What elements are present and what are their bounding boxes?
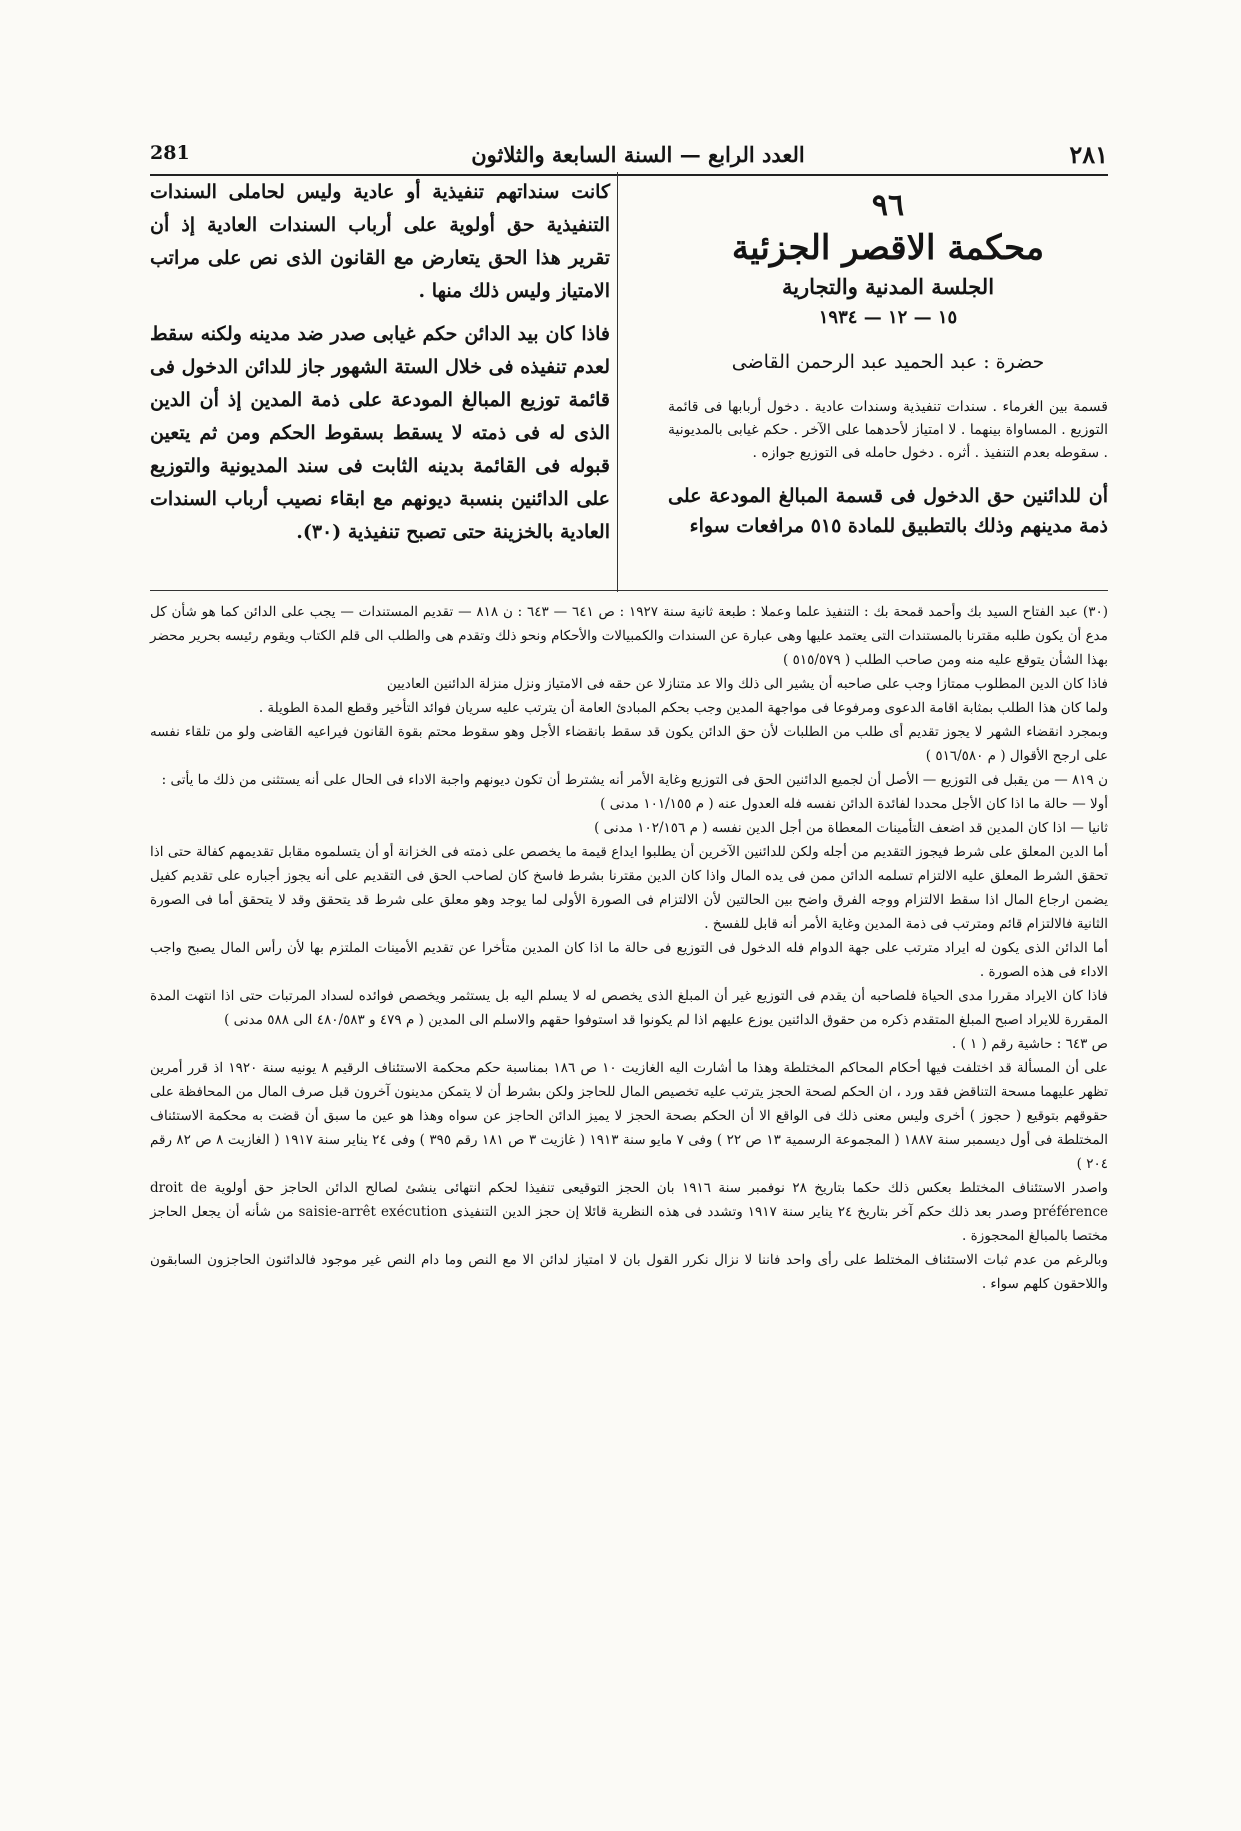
page-number-latin: 281 bbox=[150, 142, 190, 164]
footnote-paragraph: على أن المسألة قد اختلفت فيها أحكام المحاكم المختلطة وهذا ما أشارت اليه الغازيت ١٠ ص ١٨٦ بمناسبة حكم محكمة الاستئناف الرقيم ٨ يونيه سنة ١٩٢٠ اذ قرر أمرين تظهر عليهما مسحة التناقض فقد ورد ، ان الحكم لصحة الحجز يترتب عليه تخصيص المال للحاجز ولكن بشرط أن لا يتمكن مدينون آخرون قبل صرف المال من المحافظة على حقوقهم بتوقيع ( حجوز ) أخرى وليس معنى ذلك فى الواقع الا أن الحكم بصحة الحجز لا يميز الدائن الحاجز عن سواه وهذا هو عين ما سبق أن قضت به محكمة الاستئناف المختلطة فى أول ديسمبر سنة ١٨٨٧ ( المجموعة الرسمية ١٣ ص ٢٢ ) وفى ٧ مايو سنة ١٩١٣ ( غازيت ٣ ص ١٨١ رقم ٣٩٥ ) وفى ٢٤ يناير سنة ١٩١٧ ( الغازيت ٨ ص ٨٢ رقم ٢٠٤ ) bbox=[150, 1060, 1109, 1172]
footnote-paragraph: (٣٠) عبد الفتاح السيد بك وأحمد قمحة بك : التنفيذ علما وعملا : طبعة ثانية سنة ١٩٢٧ : ص ٦٤١ — ٦٤٣ : ن ٨١٨ — تقديم المستندات — يجب على الدائن كما هو شأن كل مدع أن يكون طلبه مقترنا بالمستندات التى يعتمد عليها وهى عبارة عن السندات والكمبيالات والأحكام ونحو ذلك وتقدم هى والطلب الى قلم الكتاب ويقوم رئيسه بحرير محضر بهذا الشأن يتوقع عليه منه ومن صاحب الطلب ( ٥١٥/٥٧٩ ) bbox=[150, 604, 1108, 668]
journal-page bbox=[150, 118, 1108, 1758]
footnote-paragraph: ص ٦٤٣ : حاشية رقم ( ١ ) . bbox=[951, 1036, 1108, 1052]
footnote-paragraph: واصدر الاستئناف المختلط بعكس ذلك حكما بتاريخ ٢٨ نوفمبر سنة ١٩١٦ بان الحجز التوقيعى تنفيذا لحكم انتهائى ينشئ لصالح الدائن الحاجز حق أولوية droit de préférence وصدر بعد ذلك حكم آخر بتاريخ ٢٤ يناير سنة ١٩١٧ وتشدد فى هذه النظرية قائلا إن حجز الدين التنفيذى saisie-arrêt exécution من شأنه أن يجعل الحاجز مختصا بالمبالغ المحجوزة . bbox=[150, 1180, 1108, 1244]
body-paragraph: كانت سنداتهم تنفيذية أو عادية وليس لحاملى السندات التنفيذية حق أولوية على أرباب السندات العادية إذ أن تقرير هذا الحق يتعارض مع القانون الذى نص على مراتب الامتياز وليس ذلك منها . bbox=[150, 181, 610, 302]
footnote-paragraph: ثانيا — اذا كان المدين قد اضعف التأمينات المعطاة من أجل الدين نفسه ( م ١٠٢/١٥٦ مدنى ) bbox=[594, 820, 1108, 836]
footnote-paragraph: ولما كان هذا الطلب بمثابة اقامة الدعوى ومرفوعا فى مواجهة المدين وجب بحكم المبادئ العامة أن يترتب عليه سريان فوائد التأخير وقطع المدة الطويلة . bbox=[258, 700, 1108, 716]
footnote-paragraph: أولا — حالة ما اذا كان الأجل محددا لفائدة الدائن نفسه فله العدول عنه ( م ١٠١/١٥٥ مدنى ) bbox=[600, 796, 1108, 812]
running-title: العدد الرابع — السنة السابعة والثلاثون bbox=[471, 142, 805, 167]
footnote-paragraph: وبمجرد انقضاء الشهر لا يجوز تقديم أى طلب من الطلبات لأن حق الدائن يكون قد سقط بانقضاء الأجل وهو سقوط محتم بقوة القانون فيراعيه القاضى ولو من تلقاء نفسه على ارجح الأقوال ( م ٥١٦/٥٨٠ ) bbox=[150, 724, 1108, 764]
footnote-paragraph: أما الدين المعلق على شرط فيجوز التقديم من أجله ولكن للدائنين الآخرين أن يطلبوا ايداع قيمة ما يخصص على ذمته فى الخزانة أو أن يتسلموه مقابل تقديمهم كفالة حتى اذا تحقق الشرط المعلق عليه الالتزام تسلمه الدائن ممن فى يده المال واذا كان الدين مقترنا بشرط فاسخ كان لصاحب الحق فى التقديم على أنه يجوز أجباره على تقديم كفيل يضمن ارجاع المال اذا سقط الالتزام ووجه الفرق واضح بين الحالتين لأن الالتزام فى الصورة الأولى لما يوجد وهو معلق على شرط قد يتحقق وقد لا يتحقق أما فى الصورة الثانية فالالتزام قائم ومترتب فى ذمة المدين وغاية الأمر أنه قابل للفسخ . bbox=[150, 844, 1108, 932]
footnote-paragraph: ن ٨١٩ — من يقبل فى التوزيع — الأصل أن لجميع الدائنين الحق فى التوزيع وغاية الأمر أنه يشترط أن تكون ديونهم واجبة الاداء فى الحال على أنه يستثنى من ذلك ما يأتى : bbox=[161, 772, 1108, 788]
judgment-date: ١٥ — ١٢ — ١٩٣٤ bbox=[818, 307, 958, 328]
footnote-paragraph: فاذا كان الدين المطلوب ممتازا وجب على صاحبه أن يشير الى ذلك والا عد متنازلا عن حقه فى الامتياز ونزل منزلة الدائنين العاديين bbox=[386, 676, 1108, 692]
session-type: الجلسة المدنية والتجارية bbox=[781, 274, 995, 299]
body-paragraph: فاذا كان بيد الدائن حكم غيابى صدر ضد مدينه ولكنه سقط لعدم تنفيذه فى خلال الستة الشهور جاز للدائن الدخول فى قائمة توزيع المبالغ المودعة على ذمة المدين إذ أن الدين الذى له فى ذمته لا يسقط بسقوط الحكم ومن ثم يتعين قبوله فى القائمة بدينه الثابت فى سند المديونية والتوزيع على الدائنين بنسبة ديونهم مع ابقاء نصيب أرباب السندات العادية بالخزينة حتى تصبح تنفيذية (٣٠). bbox=[150, 323, 610, 543]
presiding-judge: حضرة : عبد الحميد عبد الرحمن القاضى bbox=[731, 351, 1045, 373]
footnote-rule bbox=[150, 590, 1108, 591]
judgment-body-column bbox=[150, 176, 610, 559]
footnote-paragraph: فاذا كان الايراد مقررا مدى الحياة فلصاحبه أن يقدم فى التوزيع غير أن المبلغ الذى يخصص له لا يسلم اليه بل يستثمر ويخصص فوائده لسداد المرتبات حتى اذا انتهت المدة المقررة للايراد اصبح المبلغ المتقدم ذكره من حقوق الدائنين يوزع عليهم اذا لم يكونوا قد استوفوا حقهم والاسلم الى المدين ( م ٤٧٩ و ٤٨٠/٥٨٣ الى ٥٨٨ مدنى ) bbox=[150, 988, 1108, 1028]
footnote-paragraph: أما الدائن الذى يكون له ايراد مترتب على جهة الدوام فله الدخول فى التوزيع فى حالة ما اذا كان المدين متأخرا عن تقديم الأمينات الملتزم بها لأن رأس المال يصبح واجب الاداء فى هذه الصورة . bbox=[150, 940, 1108, 980]
column-divider bbox=[617, 172, 618, 592]
judgment-number: ٩٦ bbox=[871, 188, 905, 223]
court-name: محكمة الاقصر الجزئية bbox=[731, 228, 1045, 268]
footnote-paragraph: وبالرغم من عدم ثبات الاستئناف المختلط على رأى واحد فاننا لا نزال نكرر القول بان لا امتياز لدائن الا مع النص وما دام النص غير موجود فالدائنون الحاجزون السابقون واللاحقون كلهم سواء . bbox=[150, 1252, 1108, 1292]
case-summary: قسمة بين الغرماء . سندات تنفيذية وسندات عادية . دخول أربابها فى قائمة التوزيع . المساواة بينهما . لا امتياز لأحدهما على الآخر . حكم غيابى بالمديونية . سقوطه بعدم التنفيذ . أثره . دخول حامله فى التوزيع جوازه . bbox=[668, 399, 1108, 461]
page-number-arabic: ٢٨١ bbox=[1069, 140, 1108, 169]
running-head bbox=[150, 140, 1108, 176]
footnotes bbox=[150, 600, 1108, 1296]
legal-principle: أن للدائنين حق الدخول فى قسمة المبالغ المودعة على ذمة مدينهم وذلك بالتطبيق للمادة ٥١٥ مرافعات سواء bbox=[668, 485, 1108, 537]
judgment-header-column bbox=[668, 186, 1108, 541]
